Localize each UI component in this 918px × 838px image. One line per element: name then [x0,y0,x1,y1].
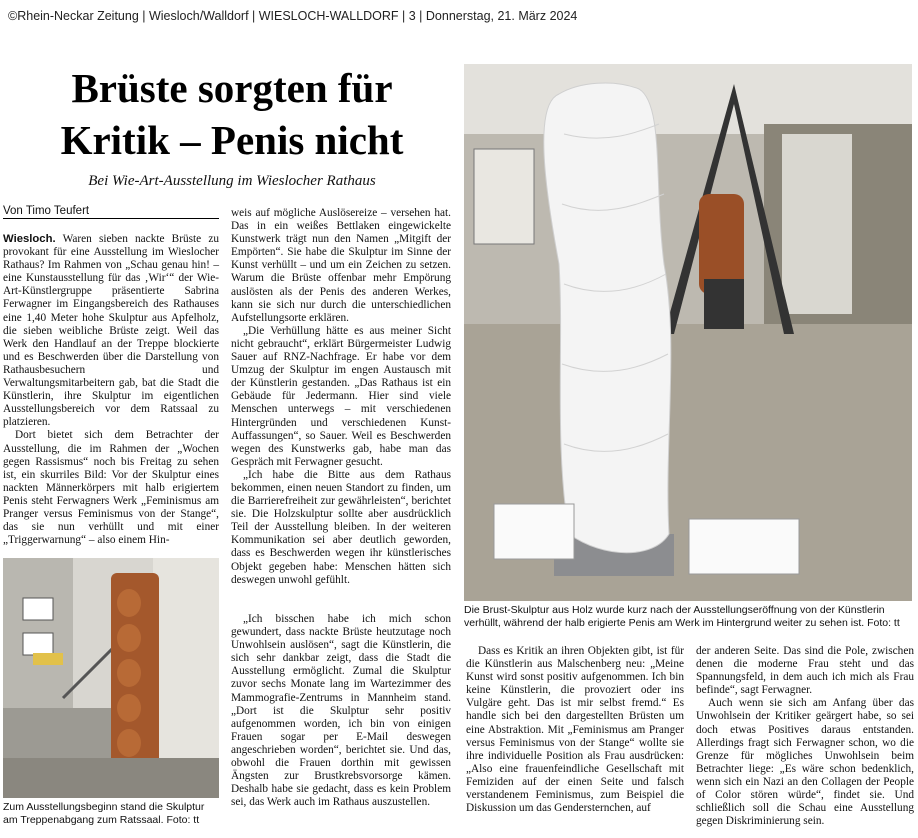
paragraph: „Ich habe die Bitte aus dem Rathaus bekommen, einen neuen Standort zu finden, um die Barrierefreiheit zur gewährleisten“, berichtet sie. Die Holzskulptur sollte aber ausdrücklich Teil der Ausstellung bleiben. In der weiteren Kommunikation sei aber deutlich geworden, dass es Beschwerden wegen ihr künstlerisches Objekt gegeben habe: Menschen hätten sich deswegen unwohl gefühlt. [231,468,451,586]
paragraph: „Ich bisschen habe ich mich schon gewundert, dass nackte Brüste heutzutage noch Unwohlsein auslösen“, sagt die Künstlerin, die sich sehr dankbar zeigt, dass die Stadt die Ausstellung ermöglicht. Zumal die Skulptur zuvor sechs Monate lang im Wartezimmer des Mammografie-Zentrums in Mannheim stand. „Dort ist die Skulptur sehr positiv aufgenommen worden, ich bin von einigen Frauen sogar per E-Mail deswegen angeschrieben worden“, berichtet sie. Und das, obwohl die Frauen dorthin mit gewissen Ängsten zur Brustkrebsvorsorge kämen. Deshalb habe sie gedacht, dass es kein Problem sei, das Werk auch im Rathaus auszustellen. [231,613,451,809]
photo-caption-small: Zum Ausstellungsbeginn stand die Skulptur am Treppenabgang zum Ratssaal. Foto: tt [3,801,205,826]
paragraph: der anderen Seite. Das sind die Pole, zwischen denen die moderne Frau steht und das Spannungsfeld, in dem auch ich mich als Frau befinde“, sagt Ferwagner. [696,645,914,697]
newspaper-header: ©Rhein-Neckar Zeitung | Wiesloch/Walldorf | WIESLOCH-WALLDORF | 3 | Donnerstag, 21. März 2024 [8,9,578,23]
photo-caption-big: Die Brust-Skulptur aus Holz wurde kurz nach der Ausstellungseröffnung von der Künstlerin verhüllt, während der halb erigierte Penis am Werk im Hintergrund weiter zu sehen ist. Foto: tt [464,604,900,629]
photo-credit: Foto: tt [166,814,200,826]
paragraph: „Die Verhüllung hätte es aus meiner Sicht nicht gebraucht“, erklärt Bürgermeister Ludwig Sauer auf RNZ-Nachfrage. Er habe vor dem Umzug der Skulptur im engen Austausch mit der Künstlerin gestanden. „Das Rathaus ist ein Gebäude für Jedermann. Hier sind viele Menschen unterwegs – mit verschiedenen Hintergründen und verschiedenen Kunst-Auffassungen“, so Sauer. Weil es Beschwerden wegen des Kunstwerks gab, habe man das Gespräch mit Ferwagner gesucht. [231,324,451,468]
paragraph: Dort bietet sich dem Betrachter der Ausstellung, die im Rahmen der „Wochen gegen Rassismus“ noch bis Freitag zu sehen ist, ein skurriles Bild: Vor der Skulptur eines nackten Männerkörpers mit halb erigiertem Penis steht Ferwagners Werk „Feminismus am Pranger versus Feminismus von der Stange“, das sie nun verhüllt und mit einer „Triggerwarnung“ – also einem Hin- [3,429,219,547]
headline [8,62,456,166]
dateline: Wiesloch. [3,233,56,245]
article-column-4 [696,645,914,828]
headline-line-1: Brüste sorgten für [71,65,393,111]
paragraph: Auch wenn sie sich am Anfang über das Unwohlsein der Kritiker geärgert habe, so sei doch etwas Positives daraus entstanden. Allerdings fragt sich Ferwagner schon, wo die Grenze für mögliches Unwohlsein beim Betrachter liege: „Es wäre schon bedenklich, wenn sich ein Nazi an den Collagen der People of Color stören würde“, findet sie. Und schließlich soll die Schau eine Ausstellung gegen Diskriminierung sein. [696,697,914,828]
headline-line-2: Kritik – Penis nicht [60,117,404,163]
paragraph: weis auf mögliche Auslösereize – versehen hat. Das in ein weißes Bettlaken eingewickelte Kunstwerk trägt nun den Namen „Mitgift der Empörten“. Sie habe die Skulptur im Sinne der Kunst verhüllt – und um ein Zeichen zu setzen. Warum die Brüste offenbar mehr Empörung auslösten als der Penis des anderen Werkes, kann sie sich nur durch die unterschiedlichen Aufstellungsorte erklären. [231,207,451,324]
byline: Von Timo Teufert [3,205,219,219]
subheadline: Bei Wie-Art-Ausstellung im Wieslocher Rathaus [88,173,376,189]
article-column-3 [466,645,684,815]
photo-wrapped-sculpture [464,64,912,601]
paragraph: Dass es Kritik an ihren Objekten gibt, ist für die Künstlerin aus Malschenberg neu: „Meine Kunst wird sonst positiv aufgenommen. Ich bin keine Künstlerin, die provoziert oder ins Vulgäre geht. Das ist mir selbst fremd.“ Es handle sich bei den dargestellten Brüsten um eine Abstraktion. Mit „Feminismus am Pranger versus Feminismus von der Stange“ wollte sie ihre individuelle Position als Frau ausdrücken: „Also eine frauenfeindliche Gesellschaft mit Femiziden auf der einen Seite und falsch verstandenem Feminismus, zum Beispiel die Diskussion um das Gendersternchen, auf [466,645,684,815]
article-column-2-continued [231,613,451,809]
article-column-2 [231,207,451,587]
article-column-1 [3,233,219,547]
paragraph: Wiesloch. Waren sieben nackte Brüste zu provokant für eine Ausstellung im Wieslocher Rathaus? Im Rahmen von „Schau genau hin! – eine Kunstausstellung für das ‚Wir‘“ der Wie-Art-Künstlergruppe präsentierte Sabrina Ferwagner im Eingangsbereich des Rathauses eine 1,40 Meter hohe Skulptur aus Apfelholz, die sieben weibliche Brüste zeigt. Weil das Werk den Handlauf an der Treppe blockierte und es Beschwerden über die Darstellung von Rathausbesuchern und Verwaltungsmitarbeitern gab, bat die Stadt die Künstlerin, ihre Skulptur im eigentlichen Ausstellungsbereich vor dem Ratssaal zu platzieren. [3,233,219,429]
photo-credit: Foto: tt [867,617,900,629]
photo-sculpture-staircase [3,558,219,798]
